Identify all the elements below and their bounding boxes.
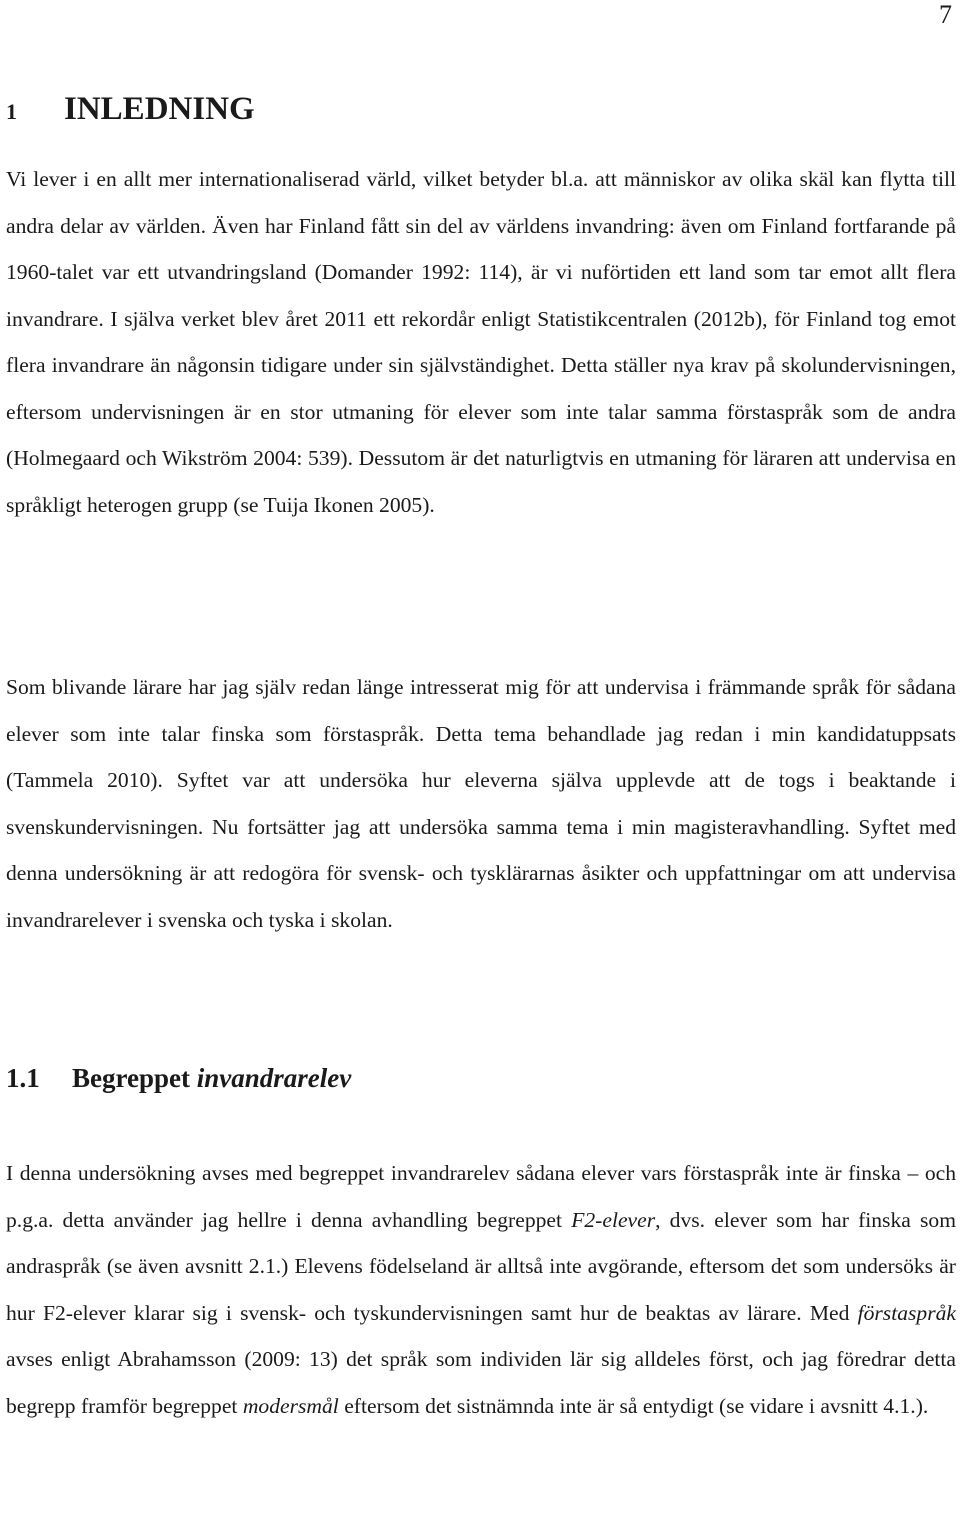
term-modersmal: modersmål xyxy=(242,1393,339,1418)
chapter-number: 1 xyxy=(6,99,17,124)
chapter-heading xyxy=(6,88,255,136)
section-heading xyxy=(6,1058,351,1098)
definition-text-3: avses enligt Abrahamsson (2009: 13) det språk som individen lär sig alldeles först, och jag föredrar detta begrepp framför begreppet xyxy=(6,1347,956,1418)
page-number: 7 xyxy=(939,0,952,29)
section-title-italic: invandrarelev xyxy=(196,1063,352,1093)
chapter-title: INLEDNING xyxy=(64,91,255,127)
paragraph-purpose: Som blivande lärare har jag själv redan länge intresserat mig för att undervisa i främmande språk för sådana elever som inte talar finska som förstaspråk. Detta tema behandlade jag redan i min kandidatuppsats (Tammela 2010). Syftet var att undersöka hur eleverna själva upplevde att de togs i beaktande i svenskundervisningen. Nu fortsätter jag att undersöka samma tema i min magisteravhandling. Syftet med denna undersökning är att redogöra för svensk- och tysklärarnas åsikter och uppfattningar om att undervisa invandrarelever i svenska och tyska i skolan. xyxy=(6,675,956,932)
definition-text-1: I denna undersökning avses med begreppet invandrarelev sådana elever vars förstaspråk inte är finska – och p.g.a. detta använder jag hellre i denna avhandling begreppet xyxy=(6,1161,956,1232)
term-forstasprak: förstaspråk xyxy=(857,1300,956,1325)
definition-text-4: eftersom det sistnämnda inte är så entydigt (se vidare i avsnitt 4.1.). xyxy=(338,1393,929,1418)
term-f2-elever: F2-elever xyxy=(571,1207,656,1232)
section-number: 1.1 xyxy=(6,1063,40,1093)
paragraph-definition xyxy=(6,1150,956,1429)
paragraph-intro: Vi lever i en allt mer internationaliserad värld, vilket betyder bl.a. att människor av olika skäl kan flytta till andra delar av världen. Även har Finland fått sin del av världens invandring: även om Finland fortfarande på 1960-talet var ett utvandringsland (Domander 1992: 114), är vi nuförtiden ett land som tar emot allt flera invandrare. I själva verket blev året 2011 ett rekordår enligt Statistikcentralen (2012b), för Finland tog emot flera invandrare än någonsin tidigare under sin självständighet. Detta ställer nya krav på skolundervisningen, eftersom undervisningen är en stor utmaning för elever som inte talar samma förstaspråk som de andra (Holmegaard och Wikström 2004: 539). Dessutom är det naturligtvis en utmaning för läraren att undervisa en språkligt heterogen grupp (se Tuija Ikonen 2005). xyxy=(6,167,956,517)
definition-text-2: , dvs. elever som har finska som andraspråk (se även avsnitt 2.1.) Elevens födelseland är alltså inte avgörande, eftersom det som undersöks är hur F2-elever klarar sig i svensk- och tyskundervisningen samt hur de beaktas av lärare. Med xyxy=(6,1207,957,1325)
section-title: Begreppet xyxy=(72,1063,197,1093)
